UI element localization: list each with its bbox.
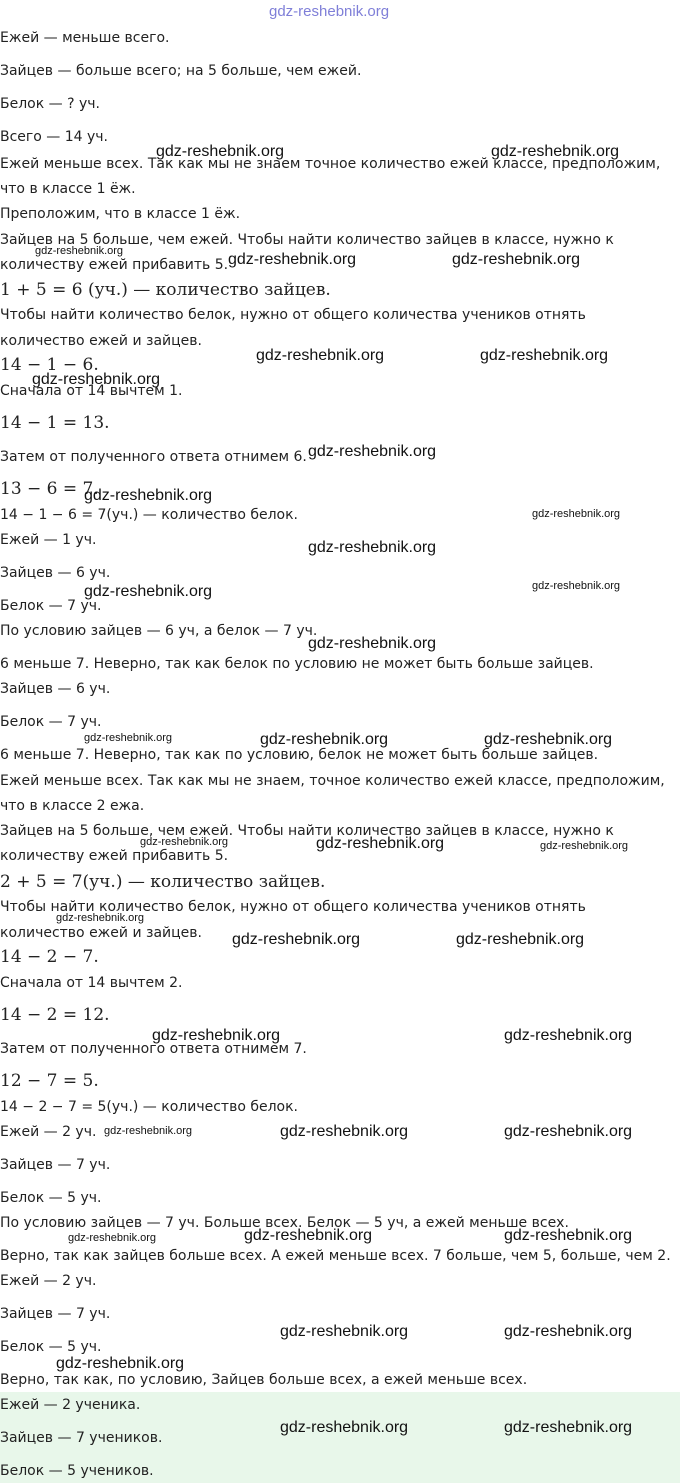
watermark: gdz-reshebnik.org xyxy=(280,1419,409,1436)
text-line: 14 − 2 − 7 = 5(уч.) — количество белок. xyxy=(0,1099,298,1115)
equation-line: 14 − 2 = 12. xyxy=(0,1005,110,1025)
text-line: Ежей меньше всех. Так как мы не знаем, точное количество ежей классе, предположим, xyxy=(0,773,665,789)
watermark: gdz-reshebnik.org xyxy=(480,347,609,364)
text-line: 6 меньше 7. Неверно, так как по условию, белок не может быть больше зайцев. xyxy=(0,747,599,763)
watermark: gdz-reshebnik.org xyxy=(152,1027,281,1044)
text-line: Ежей — 2 уч. xyxy=(0,1124,97,1140)
watermark: gdz-reshebnik.org xyxy=(232,931,361,948)
text-line: Белок — ? уч. xyxy=(0,96,100,112)
text-line: Зайцев — 7 уч. xyxy=(0,1306,111,1322)
watermark: gdz-reshebnik.org xyxy=(540,840,629,852)
text-line: Верно, так как зайцев больше всех. А ежей меньше всех. 7 больше, чем 5, больше, чем 2. xyxy=(0,1248,671,1264)
watermark: gdz-reshebnik.org xyxy=(140,836,229,848)
answer-line: Ежей — 2 ученика. xyxy=(0,1397,141,1413)
watermark: gdz-reshebnik.org xyxy=(260,731,389,748)
text-line: Зайцев на 5 больше, чем ежей. Чтобы найти количество зайцев в классе, нужно к xyxy=(0,823,614,839)
text-line: Белок — 7 уч. xyxy=(0,598,102,614)
text-line: Ежей — 1 уч. xyxy=(0,532,97,548)
watermark: gdz-reshebnik.org xyxy=(228,251,357,268)
text-line: Зайцев — 6 уч. xyxy=(0,565,111,581)
text-line: Зайцев — 6 уч. xyxy=(0,681,111,697)
text-line: что в классе 2 ежа. xyxy=(0,798,145,814)
text-line: 6 меньше 7. Неверно, так как белок по условию не может быть больше зайцев. xyxy=(0,656,594,672)
text-line: что в классе 1 ёж. xyxy=(0,181,136,197)
text-line: Чтобы найти количество белок, нужно от общего количества учеников отнять xyxy=(0,307,586,323)
watermark: gdz-reshebnik.org xyxy=(504,1227,633,1244)
watermark: gdz-reshebnik.org xyxy=(532,580,621,592)
watermark: gdz-reshebnik.org xyxy=(56,1355,185,1372)
watermark: gdz-reshebnik.org xyxy=(491,143,620,160)
text-line: Затем от полученного ответа отнимем 6. xyxy=(0,449,307,465)
watermark: gdz-reshebnik.org xyxy=(156,143,285,160)
watermark: gdz-reshebnik.org xyxy=(484,731,613,748)
text-line: Зайцев на 5 больше, чем ежей. Чтобы найти количество зайцев в классе, нужно к xyxy=(0,232,614,248)
watermark: gdz-reshebnik.org xyxy=(308,539,437,556)
text-line: Преположим, что в классе 1 ёж. xyxy=(0,206,241,222)
watermark: gdz-reshebnik.org xyxy=(308,635,437,652)
watermark-top: gdz-reshebnik.org xyxy=(269,3,390,20)
answer-line: Белок — 5 учеников. xyxy=(0,1463,154,1479)
watermark: gdz-reshebnik.org xyxy=(84,487,213,504)
watermark: gdz-reshebnik.org xyxy=(244,1227,373,1244)
text-line: количеству ежей прибавить 5. xyxy=(0,257,229,273)
text-line: Всего — 14 уч. xyxy=(0,129,109,145)
text-line: Белок — 5 уч. xyxy=(0,1339,102,1355)
text-line: Верно, так как, по условию, Зайцев больше всех, а ежей меньше всех. xyxy=(0,1372,528,1388)
watermark: gdz-reshebnik.org xyxy=(84,583,213,600)
text-line: Зайцев — больше всего; на 5 больше, чем ежей. xyxy=(0,63,362,79)
text-line: Ежей — 2 уч. xyxy=(0,1273,97,1289)
watermark: gdz-reshebnik.org xyxy=(56,912,145,924)
text-line: Сначала от 14 вычтем 1. xyxy=(0,383,183,399)
text-line: Зайцев — 7 уч. xyxy=(0,1157,111,1173)
watermark: gdz-reshebnik.org xyxy=(504,1419,633,1436)
watermark: gdz-reshebnik.org xyxy=(316,835,445,852)
equation-line: 14 − 1 − 6. xyxy=(0,355,99,375)
watermark: gdz-reshebnik.org xyxy=(504,1027,633,1044)
watermark: gdz-reshebnik.org xyxy=(504,1123,633,1140)
text-line: 14 − 1 − 6 = 7(уч.) — количество белок. xyxy=(0,507,298,523)
watermark: gdz-reshebnik.org xyxy=(280,1123,409,1140)
watermark: gdz-reshebnik.org xyxy=(308,443,437,460)
answer-line: Зайцев — 7 учеников. xyxy=(0,1430,163,1446)
text-line: Ежей меньше всех. Так как мы не знаем точное количество ежей классе, предположим, xyxy=(0,156,661,172)
watermark: gdz-reshebnik.org xyxy=(280,1323,409,1340)
watermark: gdz-reshebnik.org xyxy=(32,371,161,388)
watermark: gdz-reshebnik.org xyxy=(35,245,124,257)
equation-line: 1 + 5 = 6 (уч.) — количество зайцев. xyxy=(0,280,331,300)
text-line: Ежей — меньше всего. xyxy=(0,30,170,46)
text-line: По условию зайцев — 7 уч. Больше всех. Белок — 5 уч, а ежей меньше всех. xyxy=(0,1215,569,1231)
watermark: gdz-reshebnik.org xyxy=(84,732,173,744)
watermark: gdz-reshebnik.org xyxy=(452,251,581,268)
watermark: gdz-reshebnik.org xyxy=(532,508,621,520)
equation-line: 12 − 7 = 5. xyxy=(0,1071,99,1091)
text-line: Сначала от 14 вычтем 2. xyxy=(0,975,183,991)
watermark: gdz-reshebnik.org xyxy=(68,1232,157,1244)
text-line: Белок — 7 уч. xyxy=(0,714,102,730)
equation-line: 2 + 5 = 7(уч.) — количество зайцев. xyxy=(0,872,326,892)
text-line: количество ежей и зайцев. xyxy=(0,333,202,349)
text-line: По условию зайцев — 6 уч, а белок — 7 уч. xyxy=(0,623,318,639)
text-line: Затем от полученного ответа отнимем 7. xyxy=(0,1041,307,1057)
watermark: gdz-reshebnik.org xyxy=(456,931,585,948)
equation-line: 14 − 1 = 13. xyxy=(0,413,110,433)
text-line: количеству ежей прибавить 5. xyxy=(0,848,229,864)
watermark: gdz-reshebnik.org xyxy=(104,1125,193,1137)
text-line: количество ежей и зайцев. xyxy=(0,925,202,941)
equation-line: 14 − 2 − 7. xyxy=(0,947,99,967)
text-line: Белок — 5 уч. xyxy=(0,1190,102,1206)
watermark: gdz-reshebnik.org xyxy=(504,1323,633,1340)
equation-line: 13 − 6 = 7. xyxy=(0,479,99,499)
text-line: Чтобы найти количество белок, нужно от общего количества учеников отнять xyxy=(0,899,586,915)
watermark: gdz-reshebnik.org xyxy=(256,347,385,364)
